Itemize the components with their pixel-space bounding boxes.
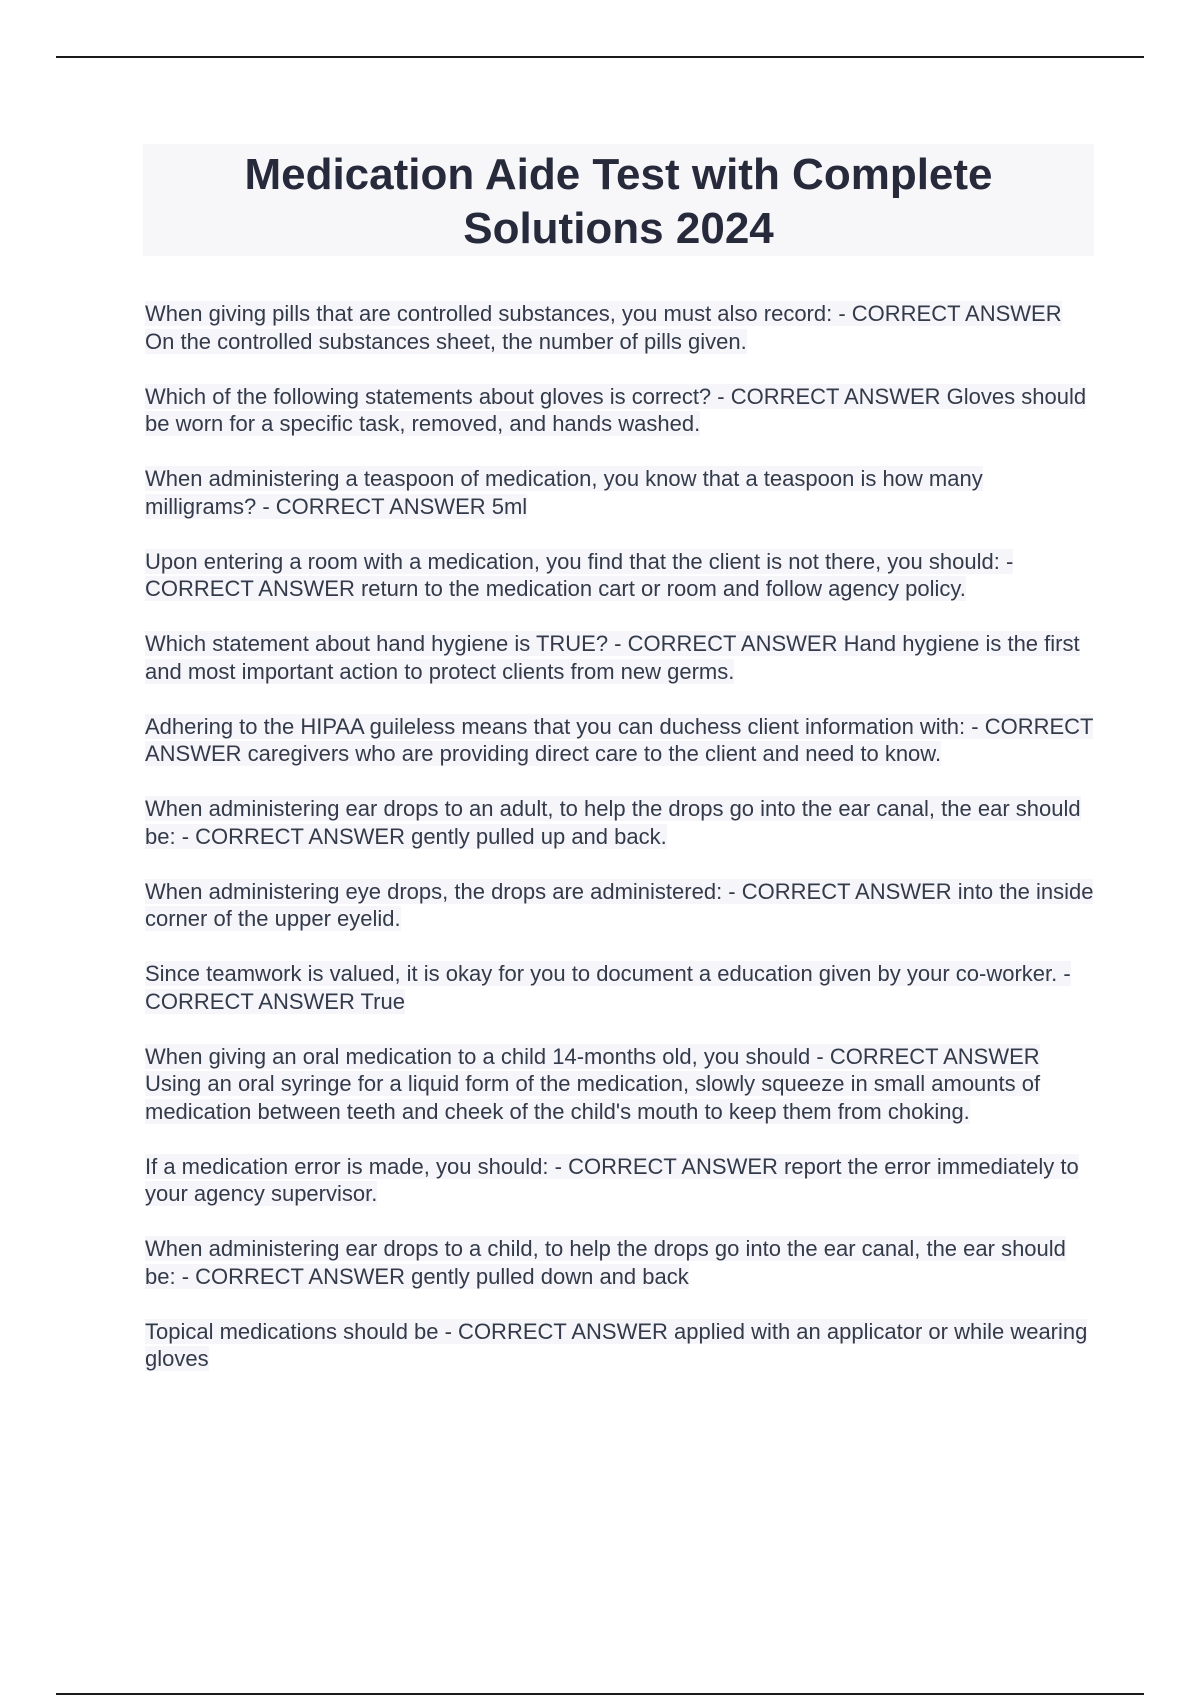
qa-item xyxy=(145,1153,1095,1208)
qa-text: When administering ear drops to a child, to help the drops go into the ear canal, the ear should be: - CORRECT ANSWER gently pulled down and back xyxy=(145,1236,1066,1289)
qa-text: When giving an oral medication to a child 14-months old, you should - CORRECT ANSWER Using an oral syringe for a liquid form of the medication, slowly squeeze in small amounts of medication between teeth and cheek of the child's mouth to keep them from choking. xyxy=(145,1043,1041,1124)
page-title: Medication Aide Test with Complete Solutions 2024 xyxy=(244,150,993,253)
qa-text: Which of the following statements about gloves is correct? - CORRECT ANSWER Gloves should be worn for a specific task, removed, and hands washed. xyxy=(145,383,1087,436)
qa-item xyxy=(145,1318,1095,1373)
qa-item xyxy=(145,960,1095,1015)
qa-item xyxy=(145,1235,1095,1290)
qa-text: When administering a teaspoon of medication, you know that a teaspoon is how many milligrams? - CORRECT ANSWER 5ml xyxy=(145,466,983,519)
qa-item xyxy=(145,548,1095,603)
qa-item xyxy=(145,383,1095,438)
qa-item xyxy=(145,630,1095,685)
qa-item xyxy=(145,795,1095,850)
qa-text: When administering ear drops to an adult, to help the drops go into the ear canal, the ear should be: - CORRECT ANSWER gently pulled up and back. xyxy=(145,796,1081,849)
qa-text: Which statement about hand hygiene is TRUE? - CORRECT ANSWER Hand hygiene is the first and most important action to protect clients from new germs. xyxy=(145,631,1080,684)
qa-text: When giving pills that are controlled substances, you must also record: - CORRECT ANSWER On the controlled substances sheet, the number of pills given. xyxy=(145,301,1062,354)
qa-item xyxy=(145,465,1095,520)
qa-text: If a medication error is made, you should: - CORRECT ANSWER report the error immediately to your agency supervisor. xyxy=(145,1153,1079,1206)
qa-text: Adhering to the HIPAA guileless means that you can duchess client information with: - CORRECT ANSWER caregivers who are providing direct care to the client and need to know. xyxy=(145,713,1094,766)
bottom-rule xyxy=(56,1693,1144,1695)
qa-item xyxy=(145,1043,1095,1126)
qa-text: Upon entering a room with a medication, you find that the client is not there, you should: - CORRECT ANSWER return to the medication cart or room and follow agency policy. xyxy=(145,548,1014,601)
qa-text: When administering eye drops, the drops are administered: - CORRECT ANSWER into the inside corner of the upper eyelid. xyxy=(145,878,1094,931)
qa-text: Topical medications should be - CORRECT ANSWER applied with an applicator or while wearing gloves xyxy=(145,1318,1088,1371)
qa-list xyxy=(145,300,1095,1400)
qa-item xyxy=(145,713,1095,768)
title-box xyxy=(143,144,1094,256)
qa-text: Since teamwork is valued, it is okay for you to document a education given by your co-worker. - CORRECT ANSWER True xyxy=(145,961,1071,1014)
qa-item xyxy=(145,300,1095,355)
top-rule xyxy=(56,56,1144,58)
qa-item xyxy=(145,878,1095,933)
